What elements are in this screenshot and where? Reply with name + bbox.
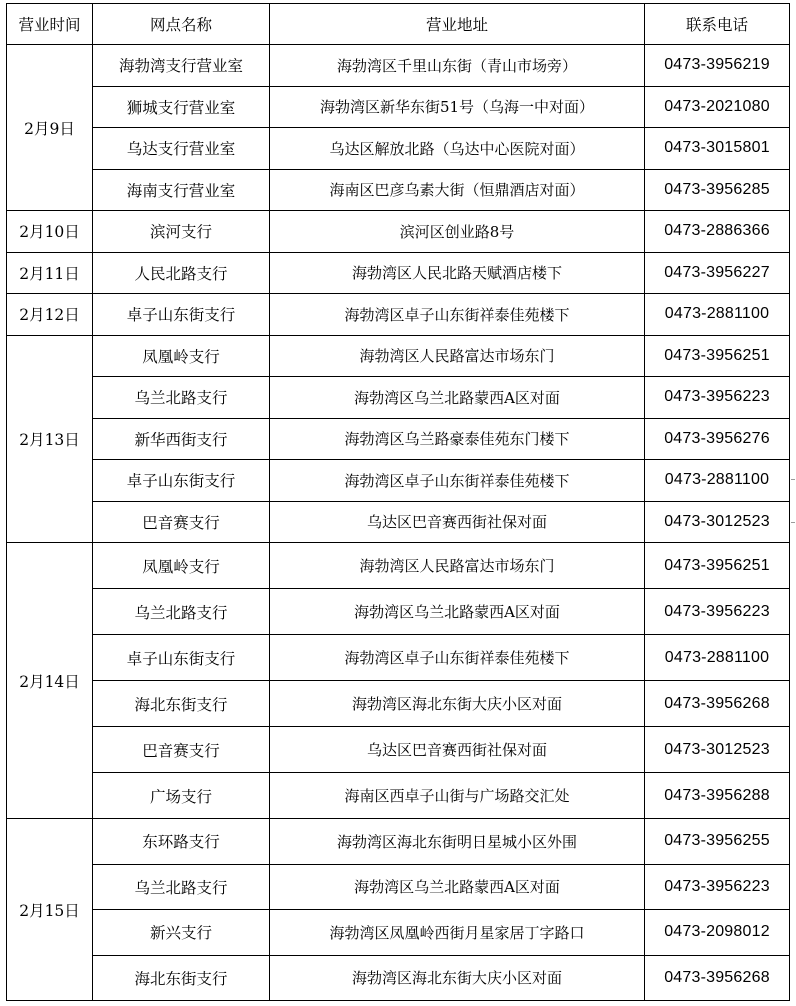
address-cell: 乌达区解放北路（乌达中心医院对面） bbox=[270, 128, 645, 170]
date-cell: 2月15日 bbox=[7, 819, 93, 1001]
date-cell: 2月11日 bbox=[7, 252, 93, 294]
branch-name-cell: 滨河支行 bbox=[93, 211, 270, 253]
branch-name-cell: 人民北路支行 bbox=[93, 252, 270, 294]
phone-cell: 0473-3956223 bbox=[645, 589, 790, 635]
branch-name-cell: 海北东街支行 bbox=[93, 955, 270, 1001]
phone-cell: 0473-3956268 bbox=[645, 955, 790, 1001]
header-address: 营业地址 bbox=[270, 4, 645, 45]
phone-cell: 0473-3956251 bbox=[645, 335, 790, 377]
table-row bbox=[7, 864, 790, 910]
header-phone: 联系电话 bbox=[645, 4, 790, 45]
branch-name-cell: 新兴支行 bbox=[93, 910, 270, 956]
table-row bbox=[7, 86, 790, 128]
phone-cell: 0473-3956223 bbox=[645, 864, 790, 910]
branch-name-cell: 卓子山东街支行 bbox=[93, 294, 270, 336]
table-row bbox=[7, 501, 790, 543]
address-cell: 乌达区巴音赛西街社保对面 bbox=[270, 727, 645, 773]
phone-cell: 0473-3015801 bbox=[645, 128, 790, 170]
address-cell: 海勃湾区新华东街51号（乌海一中对面） bbox=[270, 86, 645, 128]
table-row bbox=[7, 45, 790, 87]
address-cell: 海勃湾区海北东街大庆小区对面 bbox=[270, 955, 645, 1001]
phone-cell: 0473-3956251 bbox=[645, 543, 790, 589]
table-row bbox=[7, 589, 790, 635]
address-cell: 海勃湾区凤凰岭西街月星家居丁字路口 bbox=[270, 910, 645, 956]
table-row bbox=[7, 128, 790, 170]
phone-cell: 0473-2886366 bbox=[645, 211, 790, 253]
address-cell: 海勃湾区卓子山东街祥泰佳苑楼下 bbox=[270, 635, 645, 681]
table-row bbox=[7, 819, 790, 865]
branch-name-cell: 乌兰北路支行 bbox=[93, 589, 270, 635]
phone-cell: 0473-3956276 bbox=[645, 418, 790, 460]
header-branch-name: 网点名称 bbox=[93, 4, 270, 45]
branch-name-cell: 卓子山东街支行 bbox=[93, 460, 270, 502]
date-cell: 2月9日 bbox=[7, 45, 93, 211]
branch-name-cell: 巴音赛支行 bbox=[93, 501, 270, 543]
table-row bbox=[7, 294, 790, 336]
date-cell: 2月14日 bbox=[7, 543, 93, 819]
table-row bbox=[7, 635, 790, 681]
address-cell: 海南区巴彦乌素大街（恒鼎酒店对面） bbox=[270, 169, 645, 211]
branch-name-cell: 海勃湾支行营业室 bbox=[93, 45, 270, 87]
branch-name-cell: 广场支行 bbox=[93, 773, 270, 819]
table-row bbox=[7, 727, 790, 773]
table-row bbox=[7, 773, 790, 819]
address-cell: 海勃湾区人民北路天赋酒店楼下 bbox=[270, 252, 645, 294]
branch-name-cell: 东环路支行 bbox=[93, 819, 270, 865]
table-row bbox=[7, 252, 790, 294]
phone-cell: 0473-2098012 bbox=[645, 910, 790, 956]
phone-cell: 0473-3956288 bbox=[645, 773, 790, 819]
phone-cell: 0473-3956219 bbox=[645, 45, 790, 87]
branch-name-cell: 乌达支行营业室 bbox=[93, 128, 270, 170]
address-cell: 海勃湾区海北东街明日星城小区外围 bbox=[270, 819, 645, 865]
address-cell: 海勃湾区乌兰路豪泰佳苑东门楼下 bbox=[270, 418, 645, 460]
branch-name-cell: 卓子山东街支行 bbox=[93, 635, 270, 681]
header-business-date: 营业时间 bbox=[7, 4, 93, 45]
branch-name-cell: 凤凰岭支行 bbox=[93, 543, 270, 589]
branch-name-cell: 狮城支行营业室 bbox=[93, 86, 270, 128]
table-header bbox=[7, 4, 790, 45]
phone-cell: 0473-2881100 bbox=[645, 460, 790, 502]
address-cell: 滨河区创业路8号 bbox=[270, 211, 645, 253]
address-cell: 海勃湾区人民路富达市场东门 bbox=[270, 543, 645, 589]
table-row bbox=[7, 543, 790, 589]
branch-name-cell: 乌兰北路支行 bbox=[93, 864, 270, 910]
address-cell: 海勃湾区乌兰北路蒙西A区对面 bbox=[270, 589, 645, 635]
date-cell: 2月12日 bbox=[7, 294, 93, 336]
table-row bbox=[7, 681, 790, 727]
table-body bbox=[7, 45, 790, 1001]
header-row bbox=[7, 4, 790, 45]
phone-cell: 0473-2881100 bbox=[645, 294, 790, 336]
phone-cell: 0473-2021080 bbox=[645, 86, 790, 128]
date-cell: 2月10日 bbox=[7, 211, 93, 253]
phone-cell: 0473-3956268 bbox=[645, 681, 790, 727]
table-row bbox=[7, 169, 790, 211]
table-row bbox=[7, 955, 790, 1001]
edge-mark bbox=[791, 522, 795, 523]
address-cell: 海南区西卓子山街与广场路交汇处 bbox=[270, 773, 645, 819]
address-cell: 海勃湾区卓子山东街祥泰佳苑楼下 bbox=[270, 460, 645, 502]
table-row bbox=[7, 211, 790, 253]
table-row bbox=[7, 335, 790, 377]
branch-name-cell: 海南支行营业室 bbox=[93, 169, 270, 211]
address-cell: 乌达区巴音赛西街社保对面 bbox=[270, 501, 645, 543]
phone-cell: 0473-3956227 bbox=[645, 252, 790, 294]
address-cell: 海勃湾区乌兰北路蒙西A区对面 bbox=[270, 377, 645, 419]
phone-cell: 0473-3012523 bbox=[645, 727, 790, 773]
branch-name-cell: 新华西街支行 bbox=[93, 418, 270, 460]
date-cell: 2月13日 bbox=[7, 335, 93, 543]
branch-name-cell: 乌兰北路支行 bbox=[93, 377, 270, 419]
phone-cell: 0473-3956255 bbox=[645, 819, 790, 865]
address-cell: 海勃湾区千里山东街（青山市场旁） bbox=[270, 45, 645, 87]
table-row bbox=[7, 910, 790, 956]
table-row bbox=[7, 460, 790, 502]
table-row bbox=[7, 418, 790, 460]
edge-mark bbox=[791, 479, 795, 480]
phone-cell: 0473-2881100 bbox=[645, 635, 790, 681]
address-cell: 海勃湾区乌兰北路蒙西A区对面 bbox=[270, 864, 645, 910]
branch-schedule-table bbox=[6, 3, 790, 1001]
branch-name-cell: 巴音赛支行 bbox=[93, 727, 270, 773]
address-cell: 海勃湾区人民路富达市场东门 bbox=[270, 335, 645, 377]
branch-name-cell: 海北东街支行 bbox=[93, 681, 270, 727]
phone-cell: 0473-3956223 bbox=[645, 377, 790, 419]
address-cell: 海勃湾区卓子山东街祥泰佳苑楼下 bbox=[270, 294, 645, 336]
table-row bbox=[7, 377, 790, 419]
phone-cell: 0473-3956285 bbox=[645, 169, 790, 211]
branch-name-cell: 凤凰岭支行 bbox=[93, 335, 270, 377]
phone-cell: 0473-3012523 bbox=[645, 501, 790, 543]
address-cell: 海勃湾区海北东街大庆小区对面 bbox=[270, 681, 645, 727]
